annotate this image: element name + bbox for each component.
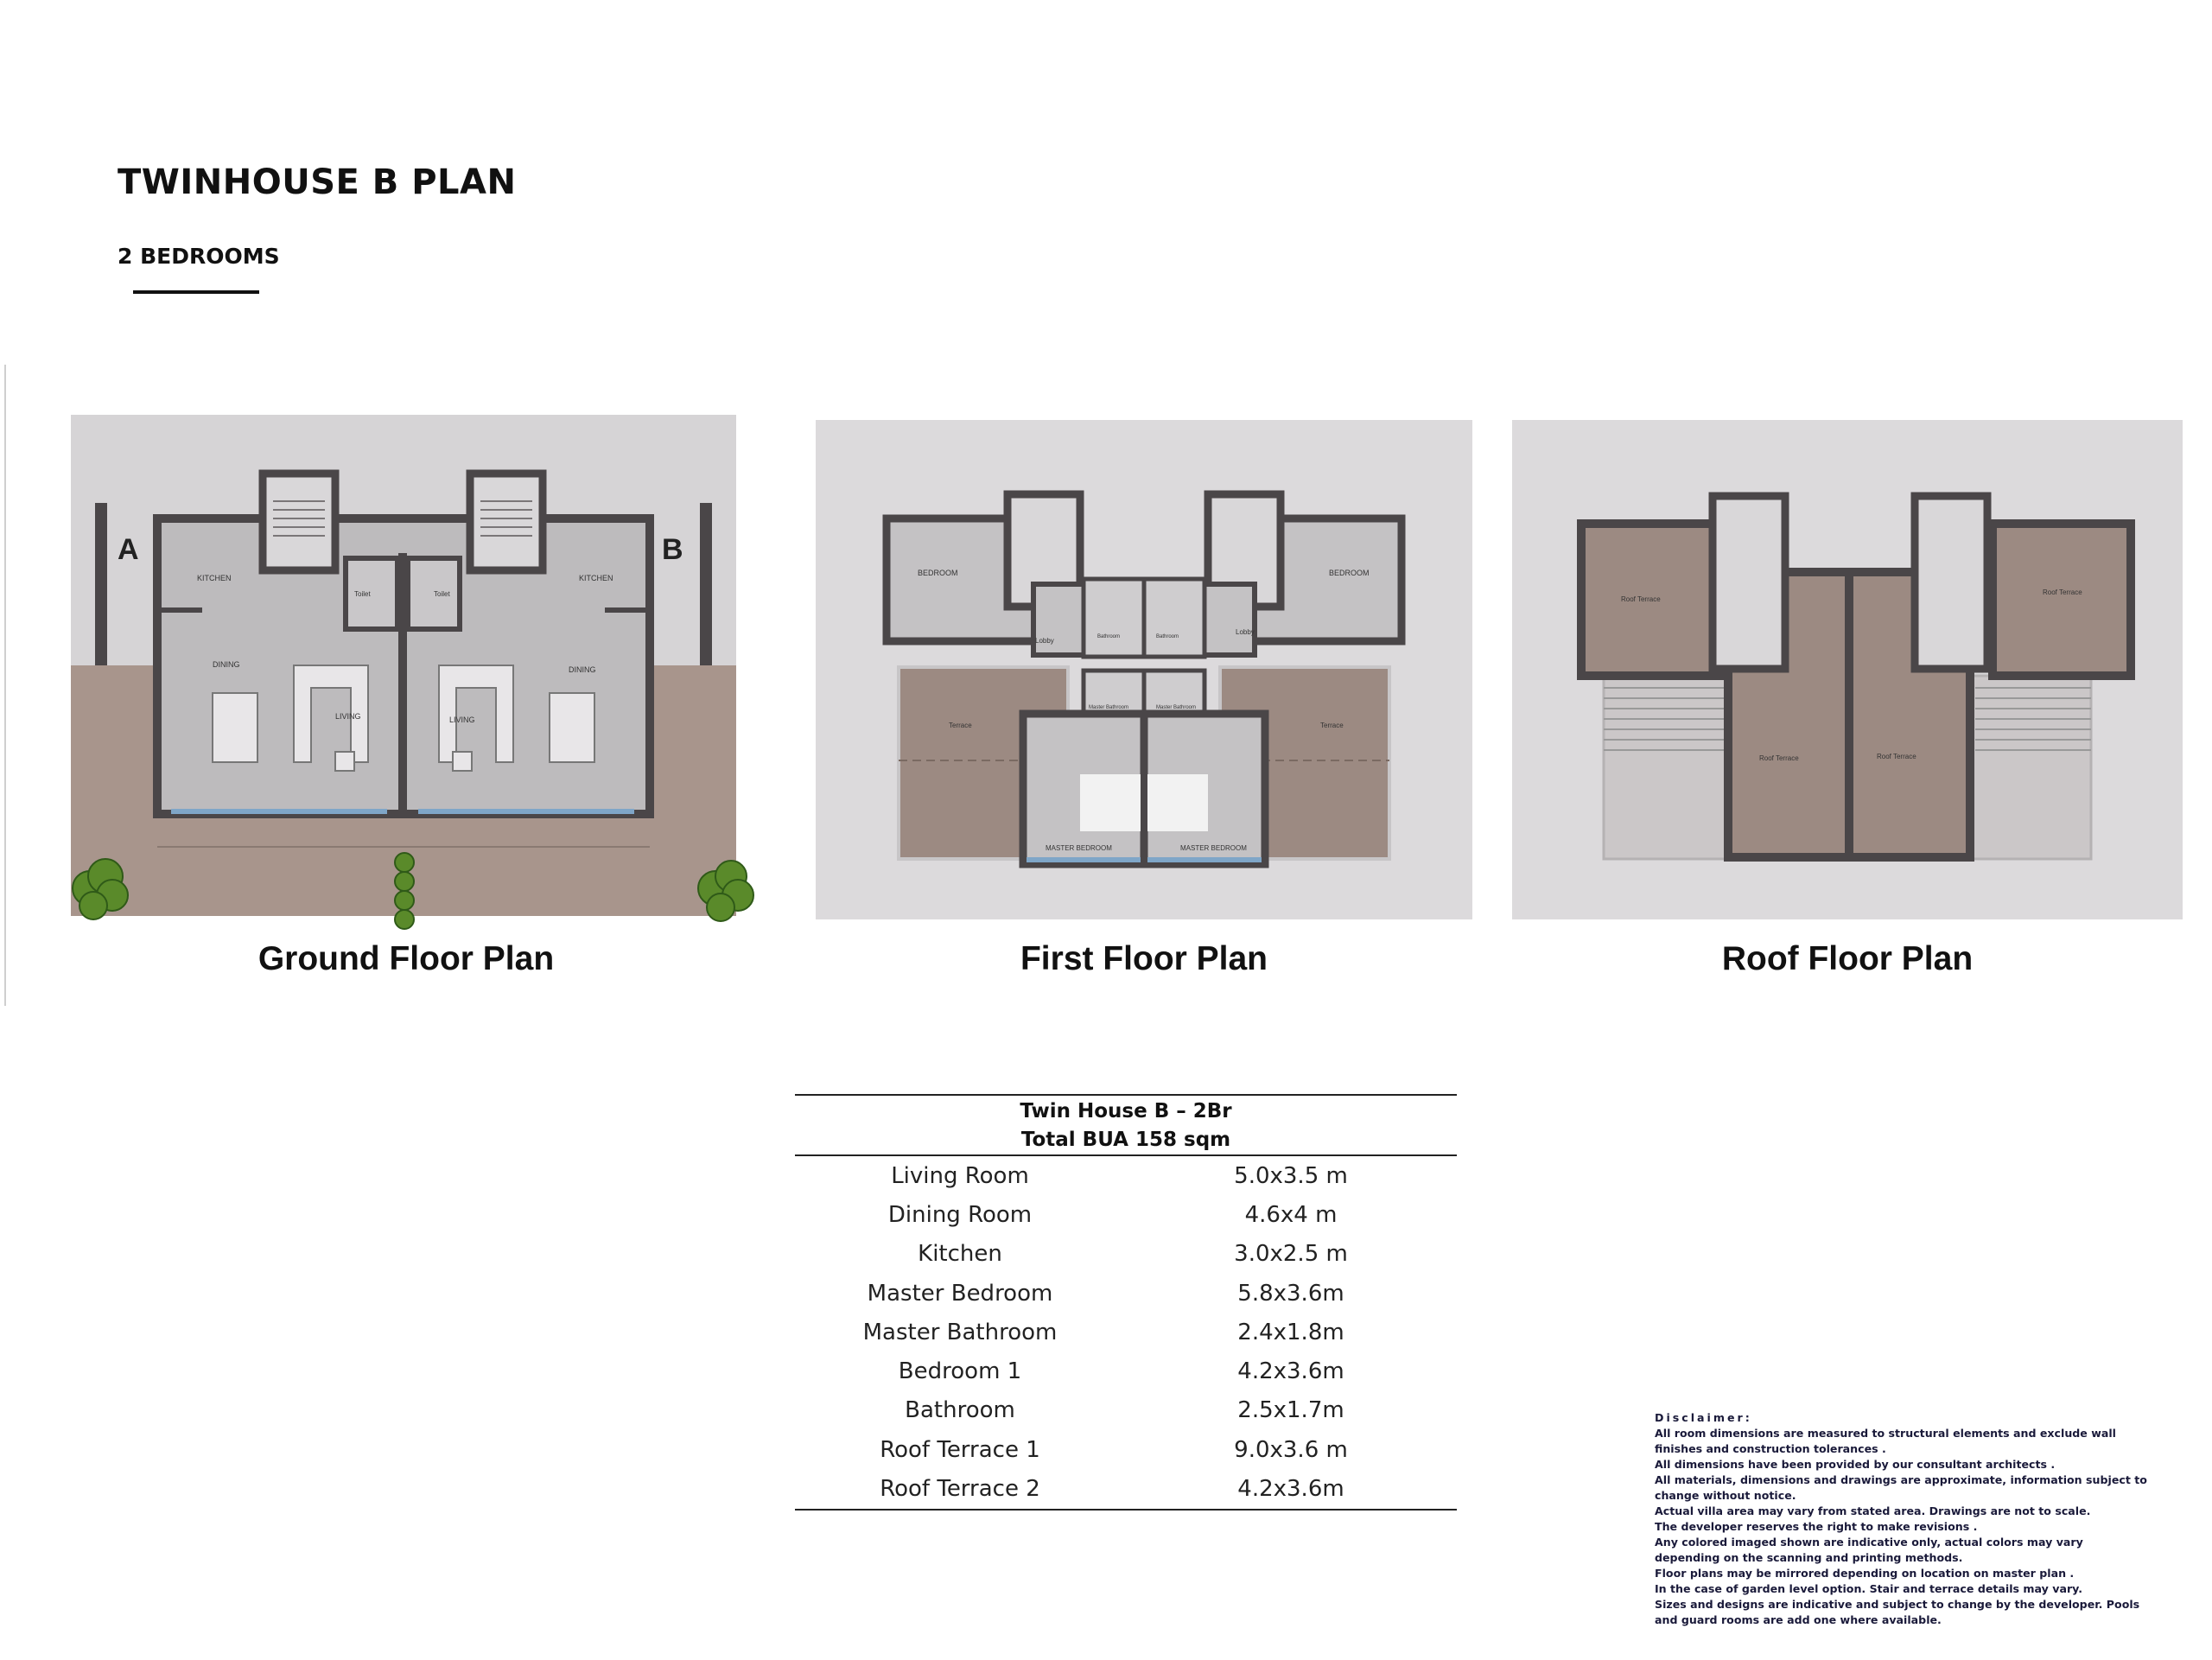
subtitle-underline <box>133 290 259 294</box>
disclaimer-line: Any colored imaged shown are indicative only, actual colors may vary depending on the scanning and printing methods. <box>1655 1536 2083 1564</box>
bedroom-label-a: BEDROOM <box>918 569 958 577</box>
living-label-b: LIVING <box>449 716 475 724</box>
roof-floor-caption: Roof Floor Plan <box>1721 940 1974 977</box>
kitchen-label-b: KITCHEN <box>579 574 613 582</box>
disclaimer-line: The developer reserves the right to make revisions . <box>1655 1520 1978 1533</box>
master-bathroom-label-a: Master Bathroom <box>1089 705 1129 710</box>
unit-a-label: A <box>118 533 139 566</box>
terrace-label-a: Terrace <box>949 722 972 729</box>
table-row <box>795 1430 1457 1469</box>
room-table <box>795 1156 1457 1509</box>
lobby-label-b: Lobby <box>1236 628 1255 636</box>
room-size: 3.0x2.5 m <box>1234 1241 1348 1268</box>
disclaimer-line: Sizes and designs are indicative and subject to change by the developer. Pools and guard rooms are add one where available. <box>1655 1598 2140 1626</box>
room-name: Kitchen <box>918 1241 1002 1268</box>
kitchen-label-a: KITCHEN <box>197 574 232 582</box>
table-row <box>795 1391 1457 1430</box>
room-size: 2.5x1.7m <box>1237 1397 1344 1424</box>
disclaimer-line: All materials, dimensions and drawings are approximate, information subject to change without notice. <box>1655 1473 2147 1502</box>
room-size: 9.0x3.6 m <box>1234 1436 1348 1463</box>
disclaimer-line: Floor plans may be mirrored depending on location on master plan . <box>1655 1567 2075 1580</box>
room-name: Master Bathroom <box>862 1319 1058 1345</box>
ground-floor-plan <box>50 406 759 942</box>
table-bottom-rule <box>795 1509 1457 1511</box>
ground-floor-drawing <box>50 406 759 942</box>
bedroom-label-b: BEDROOM <box>1329 569 1370 577</box>
living-label-a: LIVING <box>335 712 361 721</box>
disclaimer-line: Actual villa area may vary from stated area. Drawings are not to scale. <box>1655 1504 2091 1517</box>
roof-floor-plan <box>1512 420 2183 921</box>
room-name: Roof Terrace 2 <box>880 1476 1040 1503</box>
room-name: Living Room <box>891 1162 1029 1189</box>
roof-terrace-label-3: Roof Terrace <box>1759 754 1799 762</box>
area-schedule <box>795 1094 1457 1511</box>
disclaimer <box>1655 1410 2147 1628</box>
disclaimer-line: In the case of garden level option. Stair and terrace details may vary. <box>1655 1582 2082 1595</box>
toilet-label-a: Toilet <box>354 590 371 598</box>
roof-terrace-label-2: Roof Terrace <box>2043 588 2082 596</box>
table-row <box>795 1469 1457 1508</box>
room-size: 5.8x3.6m <box>1237 1280 1344 1307</box>
room-size: 4.2x3.6m <box>1237 1476 1344 1503</box>
first-floor-caption: First Floor Plan <box>1020 940 1268 977</box>
room-size: 5.0x3.5 m <box>1234 1162 1348 1189</box>
bathroom-label-b: Bathroom <box>1156 634 1179 639</box>
toilet-label-b: Toilet <box>434 590 450 598</box>
ground-floor-caption: Ground Floor Plan <box>257 940 555 977</box>
roof-terrace-label-4: Roof Terrace <box>1877 753 1916 760</box>
table-row <box>795 1274 1457 1313</box>
master-bedroom-label-b: MASTER BEDROOM <box>1180 844 1247 852</box>
table-row <box>795 1156 1457 1195</box>
master-bedroom-label-a: MASTER BEDROOM <box>1046 844 1112 852</box>
first-floor-plan <box>816 420 1472 921</box>
dining-label-b: DINING <box>569 665 596 674</box>
room-name: Master Bedroom <box>867 1280 1053 1307</box>
disclaimer-line: All dimensions have been provided by our consultant architects . <box>1655 1458 2056 1471</box>
roof-floor-drawing <box>1512 420 2183 921</box>
disclaimer-line: All room dimensions are measured to structural elements and exclude wall finishes and construction tolerances . <box>1655 1427 2116 1455</box>
dining-label-a: DINING <box>213 660 240 669</box>
room-size: 2.4x1.8m <box>1237 1319 1344 1345</box>
page-subtitle: 2 BEDROOMS <box>118 244 280 269</box>
page-title: TWINHOUSE B PLAN <box>118 162 517 202</box>
terrace-label-b: Terrace <box>1320 722 1344 729</box>
table-heading <box>795 1096 1457 1154</box>
table-title: Twin House B – 2Br <box>1020 1100 1232 1123</box>
disclaimer-heading: Disclaimer: <box>1655 1411 1752 1424</box>
page-edge-line <box>4 365 6 1006</box>
lobby-label-a: Lobby <box>1035 637 1054 645</box>
roof-terrace-label-1: Roof Terrace <box>1621 595 1661 603</box>
unit-b-label: B <box>662 533 683 566</box>
bathroom-label-a: Bathroom <box>1097 634 1121 639</box>
room-name: Roof Terrace 1 <box>880 1436 1040 1463</box>
room-name: Dining Room <box>887 1201 1033 1228</box>
room-name: Bathroom <box>905 1397 1015 1424</box>
room-size: 4.6x4 m <box>1244 1201 1338 1228</box>
table-total-bua: Total BUA 158 sqm <box>1020 1129 1231 1151</box>
room-name: Bedroom 1 <box>898 1358 1022 1385</box>
first-floor-drawing <box>816 420 1472 921</box>
table-row <box>795 1352 1457 1390</box>
room-size: 4.2x3.6m <box>1237 1358 1344 1385</box>
table-row <box>795 1195 1457 1234</box>
master-bathroom-label-b: Master Bathroom <box>1156 705 1197 710</box>
table-row <box>795 1313 1457 1352</box>
table-row <box>795 1235 1457 1274</box>
